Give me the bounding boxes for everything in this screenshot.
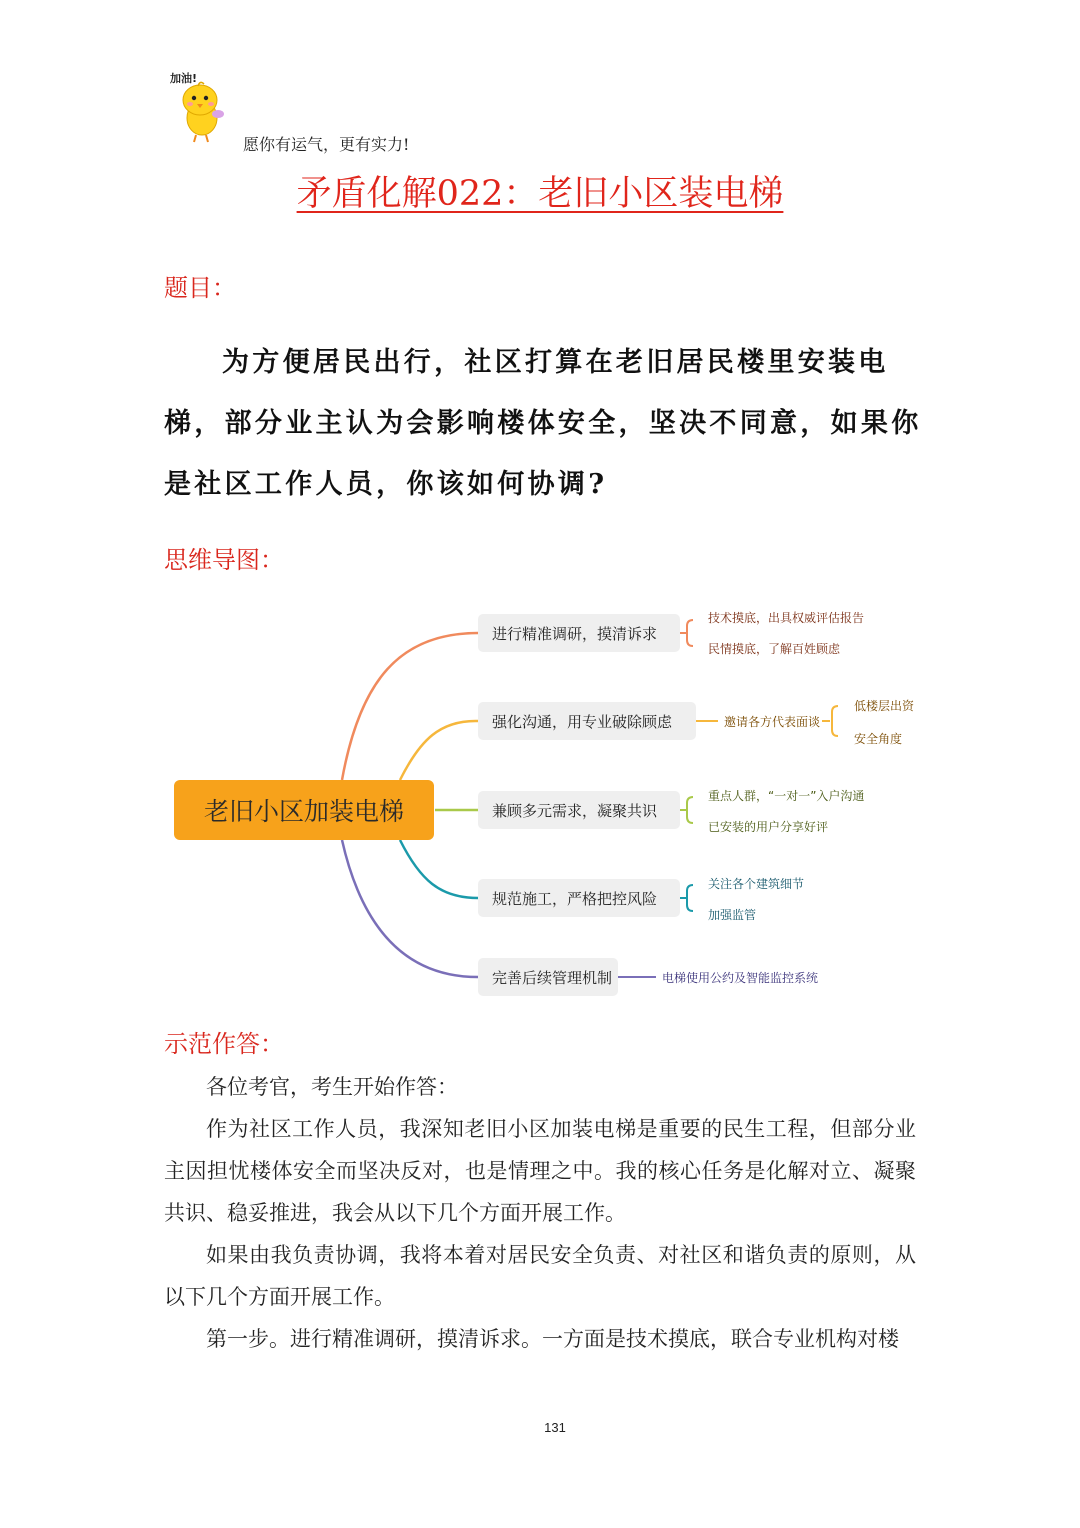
leaf-2-1-1: 低楼层出资	[854, 699, 915, 713]
logo-badge-text: 加油!	[170, 72, 198, 85]
leaf-3-1: 重点人群，“一对一”入户沟通	[708, 789, 865, 803]
bracket-3	[680, 797, 693, 823]
leaf-4-2: 加强监管	[708, 908, 757, 922]
branch-connector-2	[400, 721, 478, 780]
branch-label-5: 完善后续管理机制	[492, 969, 613, 987]
answer-paragraph-2: 作为社区工作人员，我深知老旧小区加装电梯是重要的民生工程，但部分业主因担忧楼体安全而坚决反对，也是情理之中。我的核心任务是化解对立、凝聚共识、稳妥推进，我会从以下几个方面开展工作。	[164, 1117, 916, 1225]
leaf-1-2: 民情摸底，了解百姓顾虑	[708, 642, 841, 656]
mindmap-root-label: 老旧小区加装电梯	[203, 797, 405, 826]
page-number: 131	[544, 1420, 566, 1435]
logo-caption: 愿你有运气，更有实力!	[243, 135, 410, 154]
leaf-3-2: 已安装的用户分享好评	[708, 820, 829, 834]
answer-label: 示范作答：	[164, 1030, 284, 1058]
leaf-4-1: 关注各个建筑细节	[708, 877, 805, 891]
question-text: 为方便居民出行，社区打算在老旧居民楼里安装电梯，部分业主认为会影响楼体安全，坚决不同意，如果你是社区工作人员，你该如何协调?	[164, 347, 922, 500]
branch-connector-5	[342, 840, 478, 977]
chick-mascot-logo	[168, 70, 240, 146]
mind-map	[160, 600, 920, 1000]
branch-connector-4	[400, 840, 478, 898]
leaf-5-1: 电梯使用公约及智能监控系统	[662, 971, 819, 985]
branch-label-3: 兼顾多元需求，凝聚共识	[492, 802, 658, 820]
bracket-1	[680, 620, 693, 646]
leaf-2-1: 邀请各方代表面谈	[724, 715, 821, 729]
leaf-1-1: 技术摸底，出具权威评估报告	[708, 611, 865, 625]
document-title: 矛盾化解022：老旧小区装电梯	[296, 174, 784, 214]
answer-paragraph-1: 各位考官，考生开始作答：	[206, 1075, 458, 1099]
branch-label-1: 进行精准调研，摸清诉求	[492, 625, 658, 643]
answer-paragraph-4: 第一步。进行精准调研，摸清诉求。一方面是技术摸底，联合专业机构对楼	[206, 1327, 899, 1351]
bracket-2	[822, 706, 838, 736]
branch-connector-1	[342, 633, 478, 780]
mindmap-label: 思维导图：	[164, 546, 284, 574]
leaf-2-1-2: 安全角度	[854, 732, 903, 746]
branch-label-2: 强化沟通，用专业破除顾虑	[492, 713, 673, 731]
question-label: 题目：	[164, 274, 236, 302]
bracket-4	[680, 885, 693, 911]
answer-paragraph-3: 如果由我负责协调，我将本着对居民安全负责、对社区和谐负责的原则，从以下几个方面开展工作。	[164, 1243, 916, 1309]
branch-label-4: 规范施工，严格把控风险	[492, 890, 658, 908]
